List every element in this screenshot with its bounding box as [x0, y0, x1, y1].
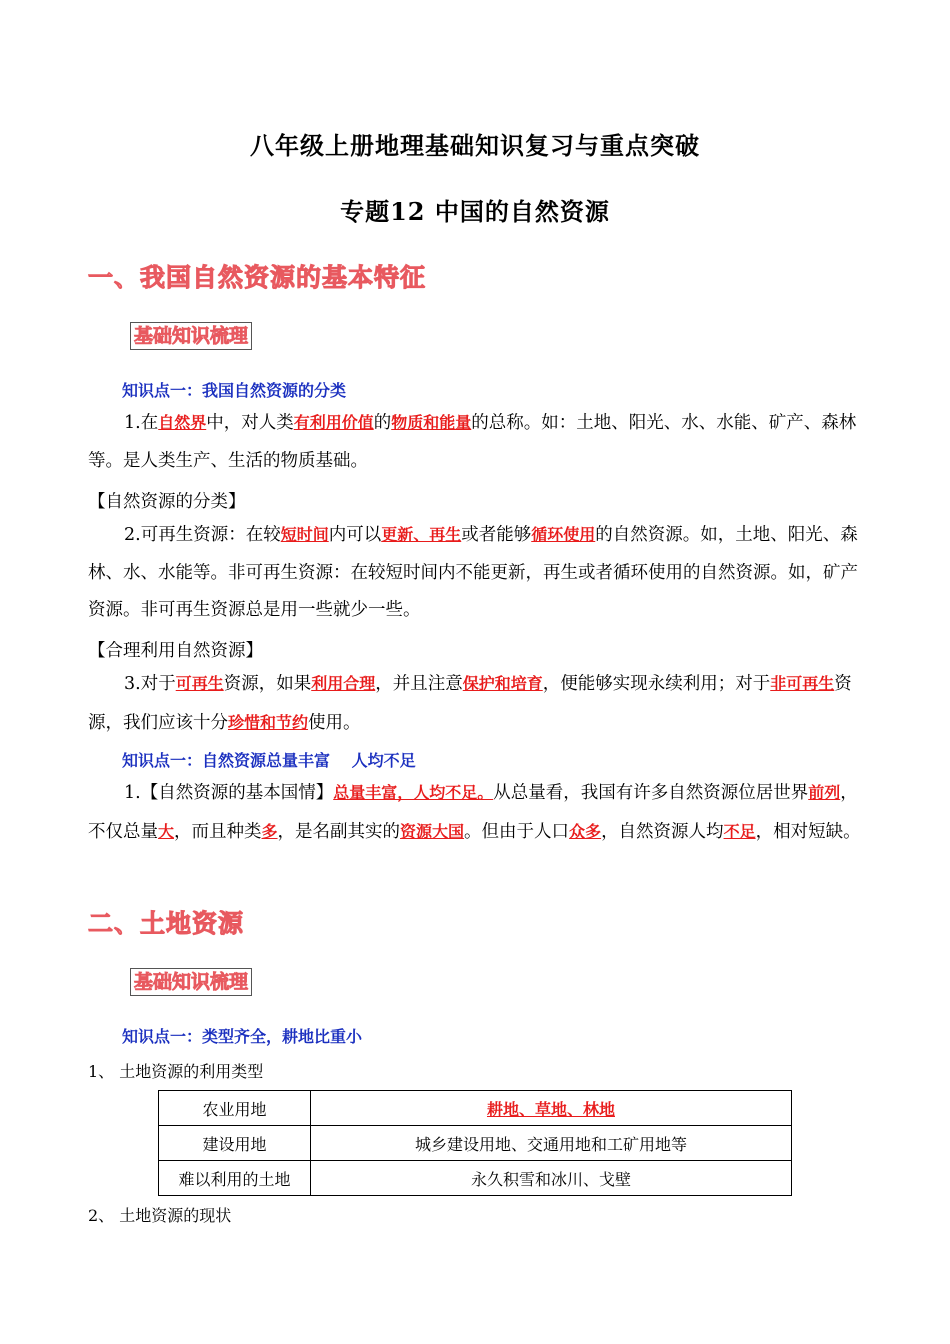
paragraph-1: 1.在自然界中，对人类有利用价值的物质和能量的总称。如：土地、阳光、水、水能、矿产、森林等。是人类生产、生活的物质基础。	[88, 413, 857, 471]
section-box-label-2: 基础知识梳理	[130, 968, 252, 996]
highlight: 不足	[723, 821, 756, 841]
list-item-land-status: 2、 土地资源的现状	[88, 1206, 232, 1225]
highlight: 有利用价值	[293, 413, 374, 432]
paragraph-3: 3.对于可再生资源，如果利用合理，并且注意保护和培育，便能够实现永续利用；对于非可再生资源，我们应该十分珍惜和节约使用。	[88, 674, 852, 733]
highlight: 更新、再生	[381, 525, 462, 544]
highlight: 保护和培育	[462, 674, 543, 693]
paragraph-4: 1.【自然资源的基本国情】总量丰富，人均不足。从总量看，我国有许多自然资源位居世界前列，不仅总量大，而且种类多，是名副其实的资源大国。但由于人口众多，自然资源人均不足，相对短缺。	[88, 783, 861, 842]
section-box-label-1: 基础知识梳理	[130, 322, 252, 350]
knowledge-point-1-2: 知识点一：自然资源总量丰富 人均不足	[122, 751, 416, 770]
land-use-table	[158, 1090, 792, 1196]
table-cell-desc	[311, 1091, 792, 1126]
table-row	[159, 1161, 792, 1196]
knowledge-point-2-1: 知识点一：类型齐全，耕地比重小	[122, 1027, 363, 1046]
highlight: 非可再生	[770, 674, 835, 693]
bracket-heading-classification: 【自然资源的分类】	[88, 492, 246, 512]
highlight: 大	[158, 821, 175, 841]
highlight: 物质和能量	[391, 413, 472, 432]
bracket-heading-rational-use: 【合理利用自然资源】	[88, 641, 263, 661]
table-cell-type: 难以利用的土地	[159, 1161, 311, 1196]
table-cell-type: 农业用地	[159, 1091, 311, 1126]
paragraph-2: 2.可再生资源：在较短时间内可以更新、再生或者能够循环使用的自然资源。如，土地、阳光、森林、水、水能等。非可再生资源：在较短时间内不能更新，再生或者循环使用的自然资源。如，矿产资源。非可再生资源总是用一些就少一些。	[88, 525, 858, 620]
highlight: 资源大国	[400, 821, 465, 841]
highlight: 循环使用	[531, 525, 596, 544]
document-title: 八年级上册地理基础知识复习与重点突破	[250, 131, 700, 160]
highlight: 可再生	[175, 674, 224, 693]
highlight: 众多	[569, 821, 602, 841]
table-row	[159, 1126, 792, 1161]
table-cell-desc: 永久积雪和冰川、戈壁	[311, 1161, 792, 1196]
section-heading-1: 一、我国自然资源的基本特征	[88, 263, 427, 292]
highlight: 多	[261, 821, 278, 841]
highlight: 前列	[808, 783, 841, 802]
table-cell-desc: 城乡建设用地、交通用地和工矿用地等	[311, 1126, 792, 1161]
table-row	[159, 1091, 792, 1126]
document-subtitle: 专题12 中国的自然资源	[340, 197, 610, 226]
highlight: 自然界	[158, 413, 207, 432]
table-cell-type: 建设用地	[159, 1126, 311, 1161]
list-item-land-use-types: 1、 土地资源的利用类型	[88, 1062, 264, 1081]
highlight: 总量丰富，人均不足。	[333, 783, 494, 802]
highlight: 耕地、草地、林地	[486, 1099, 615, 1119]
section-heading-2: 二、土地资源	[88, 909, 245, 938]
highlight: 珍惜和节约	[228, 712, 309, 732]
highlight: 利用合理	[311, 674, 376, 693]
highlight: 短时间	[280, 525, 329, 544]
knowledge-point-1-1: 知识点一：我国自然资源的分类	[122, 381, 347, 400]
